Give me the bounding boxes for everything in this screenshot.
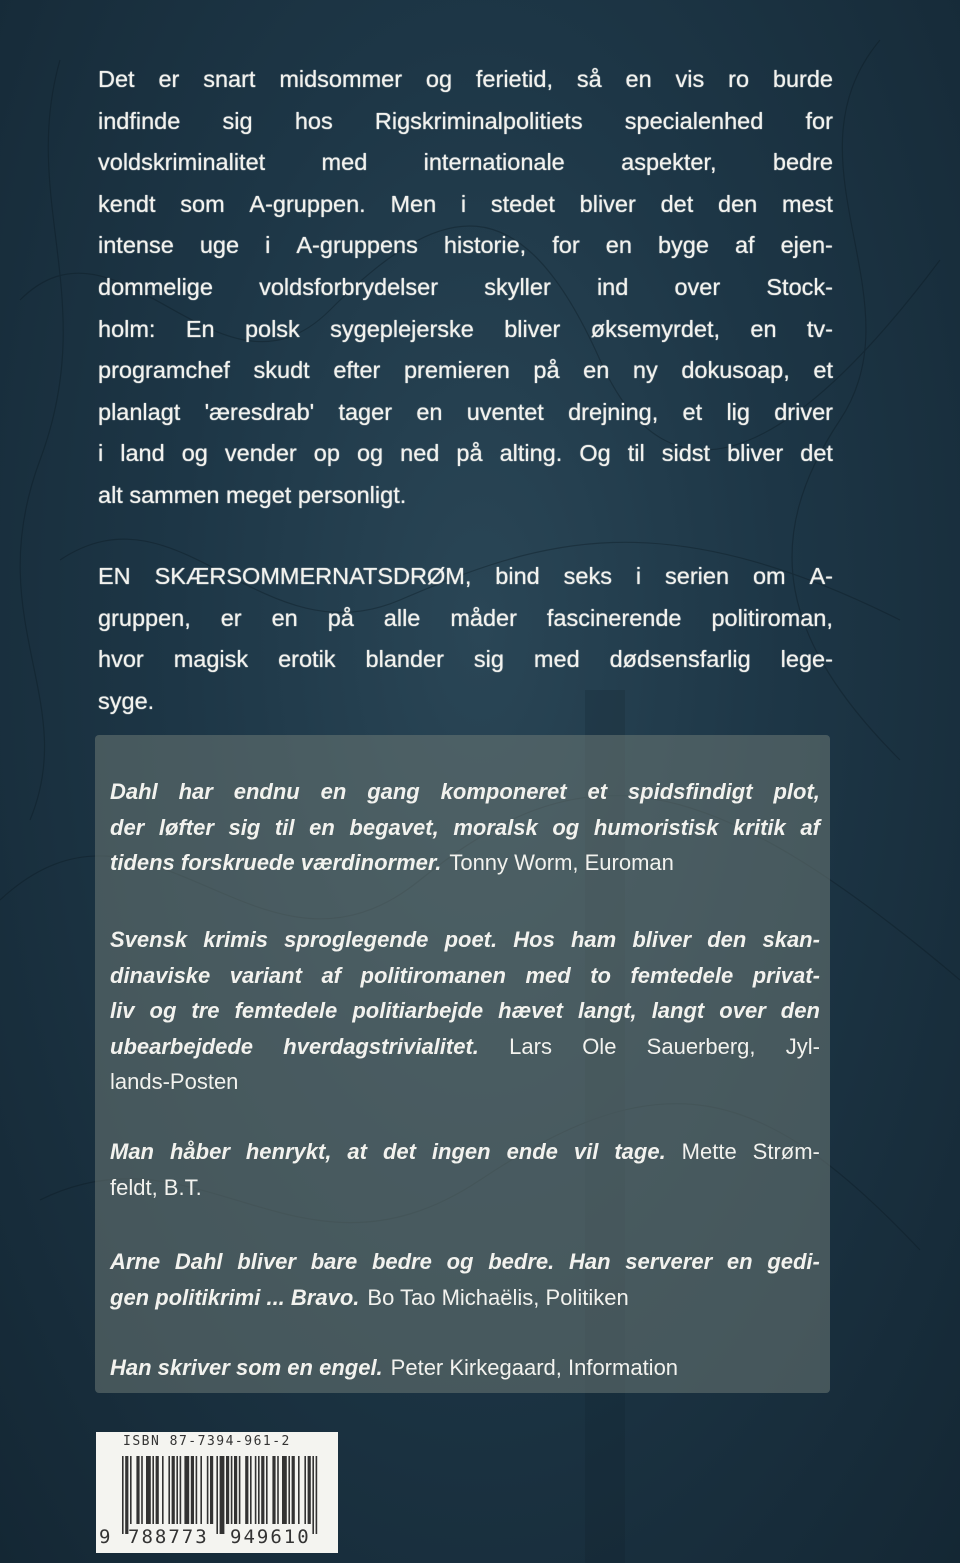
barcode-bar bbox=[231, 1456, 233, 1524]
barcode-bar bbox=[152, 1456, 154, 1524]
barcode-lead-digit: 9 bbox=[99, 1526, 111, 1548]
review-quote bbox=[110, 1244, 820, 1315]
text-line: programchef skudt efter premieren på en ny dokusoap, et bbox=[98, 357, 833, 384]
quote-attribution: Tonny Worm, Euroman bbox=[449, 850, 674, 875]
barcode-right-digits: 949610 bbox=[230, 1526, 311, 1548]
text-line: Arne Dahl bliver bare bedre og bedre. Han serverer en gedi- bbox=[110, 1249, 820, 1274]
barcode-bar bbox=[200, 1456, 202, 1524]
barcode-bar bbox=[141, 1456, 143, 1524]
synopsis-paragraph-2 bbox=[98, 556, 833, 722]
quote-attribution: Peter Kirkegaard, Information bbox=[390, 1355, 679, 1380]
text-line bbox=[98, 681, 833, 723]
barcode-bar bbox=[130, 1456, 132, 1524]
text-line bbox=[110, 1064, 820, 1100]
text-line: hvor magisk erotik blander sig med dødsensfarlig lege- bbox=[98, 646, 833, 673]
barcode-bar bbox=[261, 1456, 264, 1524]
barcode-bar bbox=[255, 1456, 257, 1524]
barcode-bar bbox=[216, 1456, 218, 1534]
barcode-bar bbox=[162, 1456, 164, 1524]
text-line: planlagt 'æresdrab' tager en uventet drejning, et lig driver bbox=[98, 398, 833, 425]
isbn-label: ISBN 87-7394-961-2 bbox=[123, 1434, 291, 1449]
barcode-bar bbox=[272, 1456, 275, 1524]
barcode-bar bbox=[207, 1456, 209, 1524]
barcode-bar bbox=[122, 1456, 124, 1534]
text-line: voldskriminalitet med internationale aspekter, bedre bbox=[98, 149, 833, 176]
quote-text: gen politikrimi ... Bravo. bbox=[110, 1284, 360, 1310]
barcode-bar bbox=[210, 1456, 213, 1524]
text-line bbox=[110, 1170, 820, 1206]
barcode-bar bbox=[184, 1456, 189, 1524]
review-quote bbox=[110, 774, 820, 881]
text-line bbox=[110, 845, 820, 881]
barcode-bar bbox=[168, 1456, 170, 1524]
text-line: EN SKÆRSOMMERNATSDRØM, bind seks i serien om A- bbox=[98, 563, 833, 589]
text-line: indfinde sig hos Rigskriminalpolitiets specialenhed for bbox=[98, 107, 833, 134]
quote-attribution: feldt, B.T. bbox=[110, 1174, 202, 1200]
text-line: ubearbejdede hverdagstrivialitet. Lars Ole Sauerberg, Jyl- bbox=[110, 1033, 820, 1059]
blurb-line: alt sammen meget personligt. bbox=[98, 481, 407, 508]
text-line: intense uge i A-gruppens historie, for en byge af ejen- bbox=[98, 232, 833, 259]
barcode-bar bbox=[136, 1456, 139, 1524]
barcode-bar bbox=[191, 1456, 194, 1524]
barcode-bar bbox=[239, 1456, 241, 1524]
barcode-bar bbox=[146, 1456, 151, 1524]
review-quote bbox=[110, 1134, 820, 1205]
isbn-barcode bbox=[96, 1432, 338, 1553]
barcode-bar bbox=[312, 1456, 314, 1534]
barcode-bar bbox=[196, 1456, 198, 1524]
barcode-bar bbox=[245, 1456, 248, 1524]
text-line: kendt som A-gruppen. Men i stedet bliver det den mest bbox=[98, 190, 833, 217]
quote-text: tidens forskruede værdinormer. bbox=[110, 850, 442, 875]
synopsis-paragraph-1 bbox=[98, 59, 833, 517]
text-line: dinaviske variant af politiromanen med to femtedele privat- bbox=[110, 962, 820, 988]
barcode-bar bbox=[220, 1456, 225, 1534]
text-line: Svensk krimis sproglegende poet. Hos ham bliver den skan- bbox=[110, 927, 820, 952]
barcode-bar bbox=[180, 1456, 182, 1524]
barcode-bar bbox=[304, 1456, 306, 1524]
text-line bbox=[110, 1350, 820, 1386]
barcode-bar bbox=[258, 1456, 260, 1524]
quote-text: Han skriver som en engel. bbox=[110, 1355, 383, 1380]
quote-attribution: Bo Tao Michaëlis, Politiken bbox=[367, 1284, 629, 1310]
review-quote bbox=[110, 922, 820, 1100]
barcode-left-digits: 788773 bbox=[128, 1526, 209, 1548]
barcode-bar bbox=[156, 1456, 159, 1524]
barcode-bar bbox=[277, 1456, 279, 1524]
quote-attribution: lands-Posten bbox=[110, 1069, 239, 1094]
text-line: dommelige voldsforbrydelser skyller ind over Stock- bbox=[98, 273, 833, 300]
barcode-bar bbox=[308, 1456, 311, 1524]
barcode-bar bbox=[288, 1456, 290, 1524]
text-line: Dahl har endnu en gang komponeret et spidsfindigt plot, bbox=[110, 779, 820, 804]
text-line: der løfter sig til en begavet, moralsk og humoristisk kritik af bbox=[110, 814, 820, 840]
review-quote bbox=[110, 1350, 820, 1386]
text-line: gruppen, er en på alle måder fascinerende politiroman, bbox=[98, 604, 833, 631]
barcode-bar bbox=[176, 1456, 178, 1524]
barcode-bar bbox=[298, 1456, 300, 1524]
text-line bbox=[98, 475, 833, 517]
barcode-bar bbox=[226, 1456, 229, 1524]
barcode-bar bbox=[172, 1456, 175, 1524]
text-line bbox=[110, 1280, 820, 1316]
text-line: Man håber henrykt, at det ingen ende vil tage. Mette Strøm- bbox=[110, 1139, 820, 1164]
barcode-bar bbox=[234, 1456, 237, 1524]
barcode-bar bbox=[292, 1456, 295, 1524]
text-line: i land og vender op og ned på alting. Og til sidst bliver det bbox=[98, 440, 833, 467]
text-line: Det er snart midsommer og ferietid, så en vis ro burde bbox=[98, 66, 833, 92]
barcode-bar bbox=[316, 1456, 318, 1534]
text-line: holm: En polsk sygeplejerske bliver øksemyrdet, en tv- bbox=[98, 315, 833, 342]
barcode-bar bbox=[266, 1456, 268, 1524]
barcode-bar bbox=[250, 1456, 252, 1524]
barcode-bar bbox=[125, 1456, 128, 1534]
barcode-bar bbox=[282, 1456, 287, 1524]
blurb-line: syge. bbox=[98, 687, 155, 714]
text-line: liv og tre femtedele politiarbejde hævet langt, langt over den bbox=[110, 998, 820, 1023]
